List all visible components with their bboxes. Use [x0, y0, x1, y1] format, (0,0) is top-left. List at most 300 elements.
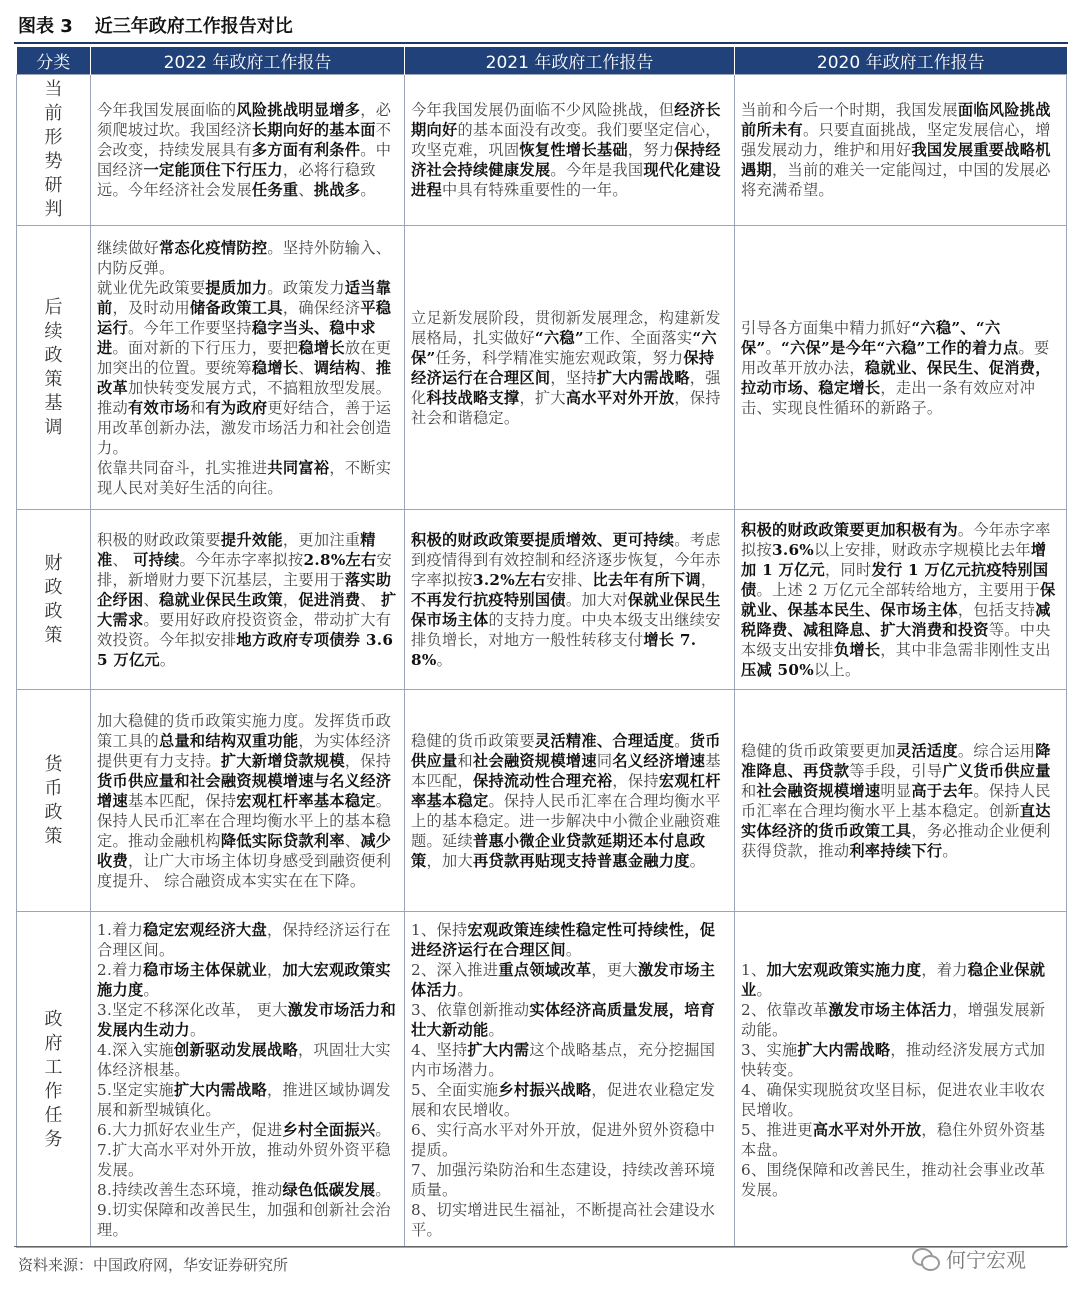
paragraph [741, 100, 1060, 200]
body-text: ，同时 [825, 560, 872, 579]
figure-title [18, 12, 293, 38]
body-text: ，努力 [627, 141, 675, 159]
highlight-text: 激发市场活力和发展内生动力 [97, 1000, 397, 1039]
body-text: 等手段，引导 [849, 761, 943, 780]
body-text: 5.坚定实施 [97, 1080, 175, 1099]
body-text: ，推动经济发展方式加快转变。 [741, 1040, 1046, 1079]
highlight-text: 激发市场主体活力 [411, 960, 716, 999]
list-item [411, 960, 728, 1000]
body-text: 稳健的货币政策要 [411, 731, 535, 750]
paragraph [97, 278, 398, 458]
paragraph [411, 100, 728, 200]
body-text: 。 [375, 1120, 391, 1139]
body-text: ，促进农业稳定发展和农民增收。 [411, 1080, 716, 1119]
highlight-text: 绿色低碳发展 [282, 1180, 376, 1199]
highlight-text: 风险挑战明显增多 [236, 101, 361, 119]
paragraph [411, 308, 728, 428]
header-2021: 2021 年政府工作报告 [405, 47, 735, 75]
body-text: ，务必推动企业便利获得贷款，推动 [741, 821, 1051, 860]
body-text: 。 [565, 940, 582, 959]
body-text: 3.坚定不移深化改革， 更大 [97, 1000, 288, 1019]
list-item [97, 1180, 398, 1200]
body-text: 安排，新增财力要下沉基层，主要用于 [97, 550, 393, 589]
list-item [97, 1040, 398, 1080]
paragraph [411, 530, 728, 670]
highlight-text: 乡村振兴战略 [498, 1080, 592, 1099]
paragraph [97, 530, 398, 670]
highlight-text: 长期向好的基本面 [251, 121, 376, 139]
body-text: 。 [159, 650, 176, 669]
highlight-text: 落实助企纾困 [97, 570, 392, 609]
list-item [411, 920, 728, 960]
report-cell-2022 [91, 226, 405, 510]
highlight-text: 积极的财政政策要提质增效、更可持续 [411, 530, 675, 549]
highlight-text: 社会融资规模增速 [756, 781, 881, 800]
body-text: 2、深入推进 [411, 960, 499, 979]
header-2022: 2022 年政府工作报告 [91, 47, 405, 75]
body-text: 6、实行高水平对外开放，促进外贸外资稳中提质。 [411, 1120, 716, 1159]
body-text: 。 [375, 1180, 391, 1199]
highlight-text: 推改革 [97, 358, 392, 397]
highlight-text: 宏观政策连续性稳定性可持续性，促进经济运行在合理区间 [411, 920, 716, 959]
body-text: 2、依靠改革 [741, 1000, 829, 1019]
list-item [97, 1080, 398, 1120]
highlight-text: 普惠小微企业贷款延期还本付息政策 [411, 831, 706, 870]
body-text: 9.切实保障和改善民生，加强和创新社会治理。 [97, 1200, 391, 1239]
body-text: 1.着力 [97, 920, 144, 939]
body-text: 。坚持外防输入、 内防反弹。 [97, 238, 392, 277]
body-text: 当前和今后一个时期，我国发展 [741, 101, 958, 119]
category-label: 当前形势研判 [44, 79, 63, 220]
list-item [741, 1120, 1060, 1160]
highlight-text: 保就业保民生保市场主体 [411, 590, 721, 629]
report-cell-2020 [735, 510, 1067, 690]
category-cell [17, 75, 91, 226]
list-item [97, 1000, 398, 1040]
highlight-text: 再贷款再贴现支持普惠金融力度 [472, 851, 690, 870]
highlight-text: 降准降息、再贷款 [741, 741, 1051, 780]
category-label: 政府工作任务 [44, 1008, 63, 1150]
report-cell-2021 [405, 690, 735, 912]
body-text: 依靠共同奋斗，扎实推进 [97, 458, 268, 477]
highlight-text: 稳定宏观经济大盘 [143, 920, 267, 939]
body-text: 4.深入实施 [97, 1040, 175, 1059]
body-text: ，包括支持 [957, 600, 1036, 619]
report-cell-2020 [735, 690, 1067, 912]
watermark-text: 何宁宏观 [946, 1248, 1026, 1272]
body-text: 加快转变发展方式，不搞粗放型发展。推动 [97, 378, 392, 417]
highlight-text: 稳就业保民生政策 [158, 590, 283, 609]
highlight-text: 灵活精准、合理适度 [534, 731, 675, 750]
body-text: ，更大 [591, 960, 638, 979]
table-row [17, 75, 1067, 226]
highlight-text: 提质加力 [205, 278, 268, 297]
highlight-text: 现代化建设进程 [411, 161, 721, 199]
body-text: 引导各方面集中精力抓好 [741, 318, 912, 337]
body-text: 稳健的货币政策要更加 [741, 741, 896, 760]
body-text: 。政策发力 [267, 278, 345, 297]
body-text: 6.大力抓好农业生产，促进 [97, 1120, 283, 1139]
highlight-text: 扩大新增贷款规模 [220, 751, 345, 770]
body-text: 和 [741, 781, 757, 800]
body-text: ，稳住外贸外资基本盘。 [741, 1120, 1046, 1159]
highlight-text: 减少收费 [97, 831, 392, 870]
body-text: 。今年赤字率拟按 [741, 520, 1051, 559]
highlight-text: 增长 7.8% [411, 630, 697, 669]
paragraph [97, 238, 398, 278]
body-text: 。今年赤字率拟按 [179, 550, 304, 569]
highlight-text: 不再发行抗疫特别国债 [411, 590, 566, 609]
highlight-text: 任务重 [251, 181, 299, 199]
body-text: 3、实施 [741, 1040, 798, 1059]
body-text: ， [266, 960, 283, 979]
body-text: 5、全面实施 [411, 1080, 499, 1099]
highlight-text: 负增长 [833, 640, 881, 659]
category-cell [17, 690, 91, 912]
highlight-text: 面临风险挑战前所未有 [741, 101, 1051, 139]
body-text: ，保持社会和谐稳定。 [411, 388, 721, 427]
highlight-text: 稳企业保就业 [741, 960, 1046, 999]
list-item [741, 1040, 1060, 1080]
list-item [411, 1080, 728, 1120]
body-text: ，推进区域协调发展和新型城镇化。 [97, 1080, 391, 1119]
report-cell-2021 [405, 75, 735, 226]
body-text: 。 [488, 1020, 504, 1039]
body-text: 。 [674, 731, 690, 750]
table-row [17, 912, 1067, 1248]
body-text: 、 [360, 358, 376, 377]
body-text: 5、推进更 [741, 1120, 813, 1139]
body-text: ，及时动用 [112, 298, 190, 317]
highlight-text: 利率持续下行 [849, 841, 943, 860]
highlight-text: “六稳” [534, 328, 584, 347]
body-text: 同 [596, 751, 613, 770]
report-cell-2021 [405, 510, 735, 690]
highlight-text: 创新驱动发展战略 [174, 1040, 298, 1059]
body-text: 。 [942, 841, 958, 860]
highlight-text: 保持经济社会持续健康发展 [411, 141, 721, 179]
highlight-text: 有为政府 [205, 398, 268, 417]
body-text: ，强化 [411, 368, 721, 407]
list-item [411, 1000, 728, 1040]
body-text: ，增强发展新动能。 [741, 1000, 1046, 1039]
body-text: 继续做好 [97, 238, 159, 257]
body-text: 。 [143, 980, 159, 999]
list-item [411, 1160, 728, 1200]
highlight-text: 保就业、保基本民生、保市场主体 [741, 580, 1056, 619]
comparison-table [16, 47, 1067, 1248]
highlight-text: 扩大内需 [467, 1040, 530, 1059]
highlight-text: 适当靠前 [97, 278, 392, 317]
highlight-text: 比去年有所下调 [592, 570, 701, 589]
body-text: 。今年工作要坚持 [127, 318, 252, 337]
highlight-text: 3.6% [771, 540, 815, 559]
body-text: 不会改变，持续发展具有 [97, 121, 392, 159]
highlight-text: 经济长期向好 [411, 101, 721, 139]
report-cell-2022 [91, 912, 405, 1248]
highlight-text: 货币供应量和社会融资规模增速与名义经济增速 [97, 771, 392, 810]
highlight-text: 加大宏观政策实施力度 [97, 960, 391, 999]
highlight-text: 乡村全面振兴 [282, 1120, 376, 1139]
body-text: 4、确保实现脱贫攻坚目标，促进农业丰收农民增收。 [741, 1080, 1046, 1119]
body-text: 、 [143, 590, 159, 609]
highlight-text: 稳增长 [298, 338, 345, 357]
body-text: 3、依靠创新推动 [411, 1000, 530, 1019]
highlight-text: 总量和结构双重功能 [158, 731, 299, 750]
body-text: 以上安排，财政赤字规模比去年 [814, 540, 1031, 559]
body-text: 今年我国发展仍面临不少风险挑战，但 [411, 101, 675, 119]
table-row [17, 690, 1067, 912]
body-text: 8.持续改善生态环境，推动 [97, 1180, 283, 1199]
highlight-text: 减税降费、减租降息、扩大消费和投资 [741, 600, 1051, 639]
body-text: 明显 [880, 781, 912, 800]
body-text: ，巩固壮大实体经济根基。 [97, 1040, 391, 1079]
list-item [741, 1000, 1060, 1040]
body-text: 。 [436, 650, 453, 669]
highlight-text: 稳市场主体保就业 [143, 960, 267, 979]
body-text: 。考虑到疫情得到有效控制和经济逐步恢复，今年赤字率拟按 [411, 530, 721, 589]
paragraph [97, 458, 398, 498]
body-text: 2.着力 [97, 960, 144, 979]
body-text: 4、坚持 [411, 1040, 468, 1059]
highlight-text: 稳字当头、稳中求进 [97, 318, 376, 357]
table-row [17, 510, 1067, 690]
highlight-text: 扩大需求 [97, 590, 397, 629]
list-item [97, 920, 398, 960]
highlight-text: 增加 1 万亿元 [741, 540, 1047, 579]
body-text: ，走出一条有效应对冲击、实现良性循环的新路子。 [741, 378, 1036, 417]
paragraph [741, 520, 1060, 680]
body-text: 。 [765, 338, 782, 357]
body-text: 的支持力度。中央本级支出继续安排负增长，对地方一般性转移支付 [411, 610, 721, 649]
report-cell-2022 [91, 510, 405, 690]
body-text: 。加大对 [565, 590, 628, 609]
report-cell-2021 [405, 226, 735, 510]
body-text: ，坚持 [550, 368, 597, 387]
highlight-text: 重点领域改革 [498, 960, 592, 979]
body-text: 。 [360, 181, 376, 199]
list-item [411, 1120, 728, 1160]
highlight-text: 地方政府专项债券 3.65 万亿元 [97, 630, 394, 669]
body-text: 。综合运用 [957, 741, 1036, 760]
body-text: 中具有特殊重要性的一年。 [441, 181, 628, 199]
figure-number: 图表 3 [18, 16, 73, 37]
body-text: 的基本面没有改变。我们要坚定信心，攻坚克难，巩固 [411, 121, 721, 159]
highlight-text: 调结构 [313, 358, 361, 377]
body-text: 。保持人民币汇率在合理均衡水平上的基本稳定。推动金融机构 [97, 791, 392, 850]
category-cell [17, 510, 91, 690]
body-text: 等。中央本级支出安排 [741, 620, 1051, 659]
body-text: 基本匹配，保持 [127, 791, 237, 810]
highlight-text: 2.8%左右 [303, 550, 377, 569]
report-cell-2022 [91, 75, 405, 226]
highlight-text: 促进消费 [298, 590, 361, 609]
paragraph [97, 100, 398, 200]
highlight-text: 3.2%左右 [472, 570, 546, 589]
highlight-text: 提升效能 [220, 530, 283, 549]
body-text: ，保持 [612, 771, 659, 790]
report-cell-2020 [735, 226, 1067, 510]
body-text: 。保持人民币汇率在合理均衡水平上的基本稳定。进一步解决中小微企业融资难题。延续 [411, 791, 721, 850]
highlight-text: 高水平对外开放 [565, 388, 675, 407]
body-text: ，让广大市场主体切身感受到融资便利度提升、 综合融资成本实实在在下降。 [97, 851, 392, 890]
body-text: ，加大 [426, 851, 473, 870]
body-text: 8、切实增进民生福祉，不断提高社会建设水平。 [411, 1200, 716, 1239]
source-note: 资料来源：中国政府网，华安证券研究所 [18, 1256, 289, 1274]
body-text: 。只要直面挑战，坚定发展信心，增强发展动力，维护和用好 [741, 121, 1051, 159]
highlight-text: 广义货币供应量 [942, 761, 1051, 780]
report-cell-2022 [91, 690, 405, 912]
list-item [741, 960, 1060, 1000]
highlight-text: 宏观杠杆率基本稳定 [236, 791, 376, 810]
body-text: 。保持人民币汇率在合理均衡水平上基本稳定。创新 [741, 781, 1051, 820]
body-text: ，不断实现人民对美好生活的向往。 [97, 458, 392, 497]
body-text: 任务，科学精准实施宏观政策，努力 [435, 348, 684, 367]
category-cell [17, 226, 91, 510]
body-text: 、 [112, 550, 134, 569]
body-text: ， [700, 570, 717, 589]
body-text: ，扩大 [519, 388, 566, 407]
category-label: 财政政策 [44, 552, 63, 646]
paragraph [741, 318, 1060, 418]
highlight-text: 激发市场主体活力 [828, 1000, 953, 1019]
body-text: 。 [189, 1020, 206, 1039]
body-text: ，保持经济运行在合理区间。 [97, 920, 391, 959]
report-cell-2021 [405, 912, 735, 1248]
body-text: 。今年是我国 [550, 161, 644, 179]
body-text: 以上。 [814, 660, 861, 679]
body-text: ，确保经济 [282, 298, 361, 317]
list-item [97, 960, 398, 1000]
body-text: 和 [189, 398, 206, 417]
body-text: 放在更加突出的位置。要统筹 [97, 338, 392, 377]
highlight-text: 精准 [97, 530, 376, 569]
body-text: 和 [457, 751, 473, 770]
body-text: 。中国经济 [97, 141, 392, 179]
title-rule [14, 42, 1068, 44]
highlight-text: 多方面有利条件 [251, 141, 361, 159]
body-text: 。上述 2 万亿元全部转给地方，主要用于 [756, 580, 1041, 599]
highlight-text: 货币供应量 [411, 731, 721, 770]
highlight-text: 保持经济运行在合理区间 [411, 348, 715, 387]
category-label: 后续政策基调 [44, 296, 63, 438]
highlight-text: 发行 1 万亿元抗疫特别国债 [741, 560, 1049, 599]
body-text: ，其中非急需非刚性支出 [880, 640, 1051, 659]
body-text: 工作、全面落实 [583, 328, 693, 347]
body-text: ，更加注重 [282, 530, 361, 549]
highlight-text: 灵活适度 [895, 741, 958, 760]
body-text: 。要用好政府投资资金，带动扩大有效投资。今年拟安排 [97, 610, 392, 649]
body-text: 加大稳健的货币政策实施力度。发挥货币政策工具的 [97, 711, 392, 750]
body-text: 、 [344, 831, 361, 850]
body-text: 6、围绕保障和改善民生，推动社会事业改革发展。 [741, 1160, 1046, 1199]
paragraph [97, 711, 398, 891]
highlight-text: 共同富裕 [267, 458, 330, 477]
body-text: 。要用改革开放办法， [741, 338, 1050, 377]
highlight-text: 扩大内需战略 [797, 1040, 891, 1059]
highlight-text: 保持流动性合理充裕 [472, 771, 613, 790]
paragraph [411, 731, 728, 871]
body-text: 7.扩大高水平对外开放，推动外贸外资平稳发展。 [97, 1140, 391, 1179]
list-item [97, 1120, 398, 1140]
list-item [411, 1200, 728, 1240]
body-text: ，着力 [921, 960, 968, 979]
list-item [741, 1080, 1060, 1120]
body-text: 7、加强污染防治和生态建设，持续改善环境质量。 [411, 1160, 716, 1199]
list-item [97, 1140, 398, 1180]
body-text: ，为实体经济提供更有力支持。 [97, 731, 392, 770]
highlight-text: 储备政策工具 [189, 298, 283, 317]
category-cell [17, 912, 91, 1248]
figure-title-text: 近三年政府工作报告对比 [94, 16, 293, 37]
body-text: 。面对新的下行压力，要把 [112, 338, 299, 357]
highlight-text: 积极的财政政策要更加积极有为 [741, 520, 958, 539]
body-text: ，必将行稳致远。今年经济社会发展 [97, 161, 376, 199]
highlight-text: 加大宏观政策实施力度 [766, 960, 922, 979]
body-text: 积极的财政政策要 [97, 530, 221, 549]
body-text: ， [282, 590, 299, 609]
report-cell-2020 [735, 912, 1067, 1248]
highlight-text: “六稳”、“六保” [741, 318, 1001, 357]
header-row [17, 47, 1067, 75]
highlight-text: 降低实际贷款利率 [220, 831, 345, 850]
body-text: 就业优先政策要 [97, 278, 206, 297]
list-item [411, 1040, 728, 1080]
highlight-text: 社会融资规模增速 [472, 751, 597, 770]
body-text: 1、保持 [411, 920, 468, 939]
header-2020: 2020 年政府工作报告 [735, 47, 1067, 75]
body-text: 这个战略基点，充分挖掘国内市场潜力。 [411, 1040, 716, 1079]
highlight-text: 可持续 [133, 550, 180, 569]
highlight-text: 挑战多 [313, 181, 361, 199]
highlight-text: “六保” [411, 328, 717, 367]
paragraph [741, 741, 1060, 861]
highlight-text: 稳增长 [251, 358, 299, 377]
body-text: 更好结合，善于运用改革创新办法，激发市场活力和社会创造力。 [97, 398, 392, 457]
highlight-text: 我国发展重要战略机遇期 [741, 141, 1051, 179]
highlight-text: 有效市场 [127, 398, 190, 417]
list-item [741, 1160, 1060, 1200]
category-label: 货币政策 [44, 753, 63, 847]
body-text: 、 [360, 590, 381, 609]
highlight-text: 直达实体经济的货币政策工具 [741, 801, 1051, 840]
highlight-text: 稳就业、保民生、促消费，拉动市场、稳定增长 [741, 358, 1051, 397]
body-text: 立足新发展阶段，贯彻新发展理念，构建新发展格局，扎实做好 [411, 308, 721, 347]
highlight-text: 高水平对外开放 [812, 1120, 922, 1139]
report-cell-2020 [735, 75, 1067, 226]
highlight-text: 名义经济增速 [612, 751, 706, 770]
highlight-text: 扩大内需战略 [174, 1080, 267, 1099]
header-category: 分类 [17, 47, 91, 75]
body-text: 。 [756, 980, 772, 999]
highlight-text: 平稳运行 [97, 298, 392, 337]
highlight-text: 宏观杠杆率基本稳定 [411, 771, 721, 810]
body-text: 1、 [741, 960, 767, 979]
body-text: ，保持 [344, 751, 392, 770]
body-text: ，必须爬坡过坎。我国经济 [97, 101, 392, 139]
highlight-text: 恢复性增长基础 [519, 141, 628, 159]
body-text: 。 [457, 980, 473, 999]
list-item [97, 1200, 398, 1240]
body-text: 。 [689, 851, 706, 870]
body-text: 、 [298, 181, 314, 199]
body-text: 基本匹配， [411, 751, 721, 790]
body-text: ，当前的难关一定能闯过，中国的发展必将充满希望。 [741, 161, 1051, 199]
highlight-text: 扩大内需战略 [596, 368, 690, 387]
highlight-text: 科技战略支撑 [426, 388, 520, 407]
body-text: 、 [298, 358, 314, 377]
highlight-text: 常态化疫情防控 [158, 238, 268, 257]
